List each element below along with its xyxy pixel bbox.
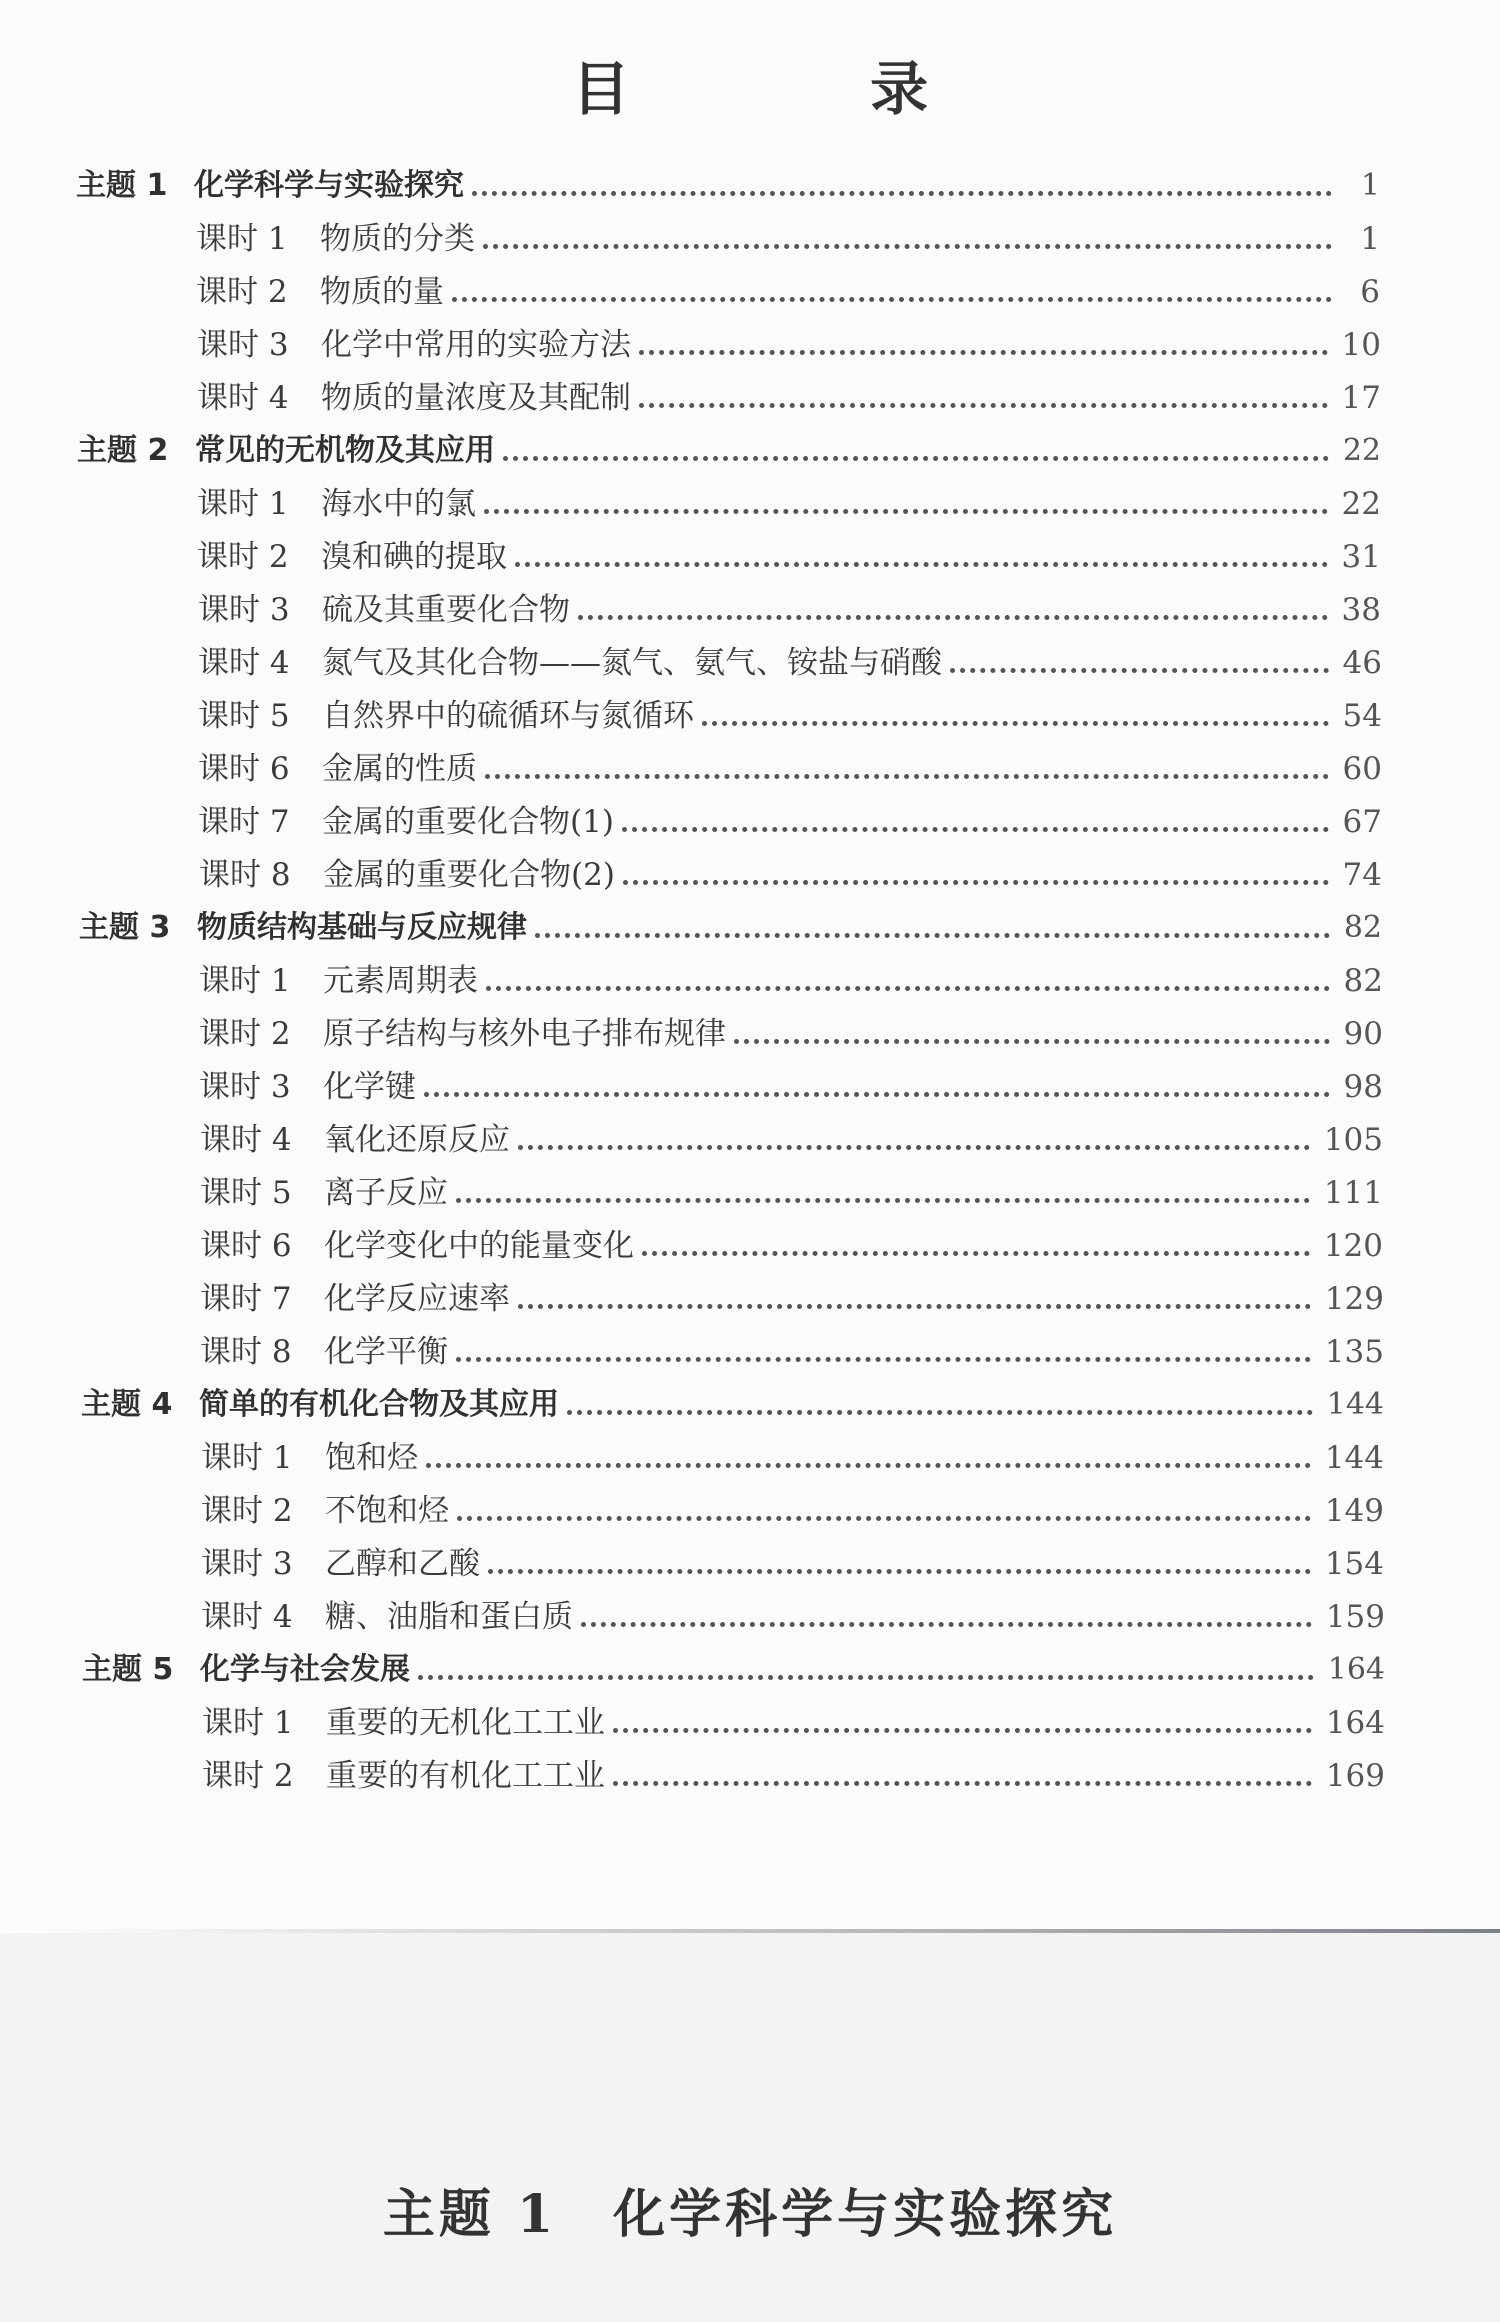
dot-leader — [483, 244, 1332, 249]
toc-entry-title: 物质结构基础与反应规律 — [197, 910, 527, 945]
toc-page-number: 154 — [1324, 1546, 1384, 1582]
toc-topic[interactable] — [77, 427, 1381, 471]
toc-page-number: 1 — [1360, 221, 1380, 257]
dot-leader — [456, 1357, 1311, 1362]
toc-lesson[interactable] — [200, 1222, 1383, 1266]
toc-lesson[interactable] — [197, 374, 1381, 418]
dot-leader — [452, 297, 1332, 302]
toc-page-number: 90 — [1343, 1016, 1383, 1052]
dot-leader — [418, 1675, 1314, 1680]
toc-page-number: 82 — [1343, 910, 1382, 945]
toc-lesson[interactable] — [197, 533, 1381, 577]
dot-leader — [581, 1622, 1312, 1627]
toc-page-number: 105 — [1323, 1122, 1383, 1158]
toc-entry-tag: 课时 4 — [197, 380, 289, 416]
toc-entry-tag: 课时 8 — [200, 1334, 292, 1370]
toc-entry-title: 金属的重要化合物(1) — [322, 804, 614, 840]
toc-entry-title: 离子反应 — [324, 1175, 448, 1211]
toc-page-number: 1 — [1360, 168, 1380, 203]
toc-entry-tag: 课时 7 — [200, 1281, 292, 1317]
dot-leader — [639, 403, 1328, 408]
toc-page-number: 10 — [1341, 327, 1381, 363]
toc-entry-title: 化学与社会发展 — [200, 1652, 410, 1687]
toc-entry-title: 原子结构与核外电子排布规律 — [323, 1016, 726, 1052]
toc-page-number: 22 — [1342, 433, 1381, 468]
toc-entry-title: 自然界中的硫循环与氮循环 — [322, 698, 694, 734]
toc-lesson[interactable] — [199, 957, 1383, 1001]
dot-leader — [950, 668, 1329, 673]
toc-entry-title: 化学变化中的能量变化 — [324, 1228, 634, 1264]
toc-entry-title: 溴和碘的提取 — [321, 539, 507, 575]
toc-lesson[interactable] — [200, 1116, 1383, 1160]
toc-lesson[interactable] — [199, 1010, 1383, 1054]
toc-entry-tag: 课时 1 — [199, 963, 291, 999]
dot-leader — [518, 1304, 1311, 1309]
next-page — [0, 1933, 1500, 2322]
toc-entry-tag: 课时 5 — [198, 698, 290, 734]
toc-lesson[interactable] — [196, 268, 1380, 312]
toc-entry-title: 重要的有机化工工业 — [326, 1758, 605, 1794]
dot-leader — [485, 774, 1329, 779]
toc-page-number: 159 — [1325, 1599, 1385, 1635]
dot-leader — [622, 827, 1329, 832]
toc-page-number: 169 — [1325, 1758, 1385, 1794]
toc-entry-title: 常见的无机物及其应用 — [195, 433, 495, 468]
toc-topic[interactable] — [81, 1381, 1384, 1425]
toc-lesson[interactable] — [200, 1275, 1384, 1319]
toc-lesson[interactable] — [198, 639, 1382, 683]
toc-entry-tag: 课时 6 — [198, 751, 290, 787]
toc-entry-tag: 课时 3 — [199, 1069, 291, 1105]
toc-entry-title: 硫及其重要化合物 — [322, 592, 570, 628]
toc-lesson[interactable] — [196, 215, 1380, 259]
toc-page-number: 54 — [1342, 698, 1382, 734]
toc-page-number: 164 — [1327, 1652, 1385, 1687]
toc-page-number: 129 — [1324, 1281, 1384, 1317]
toc-entry-title: 乙醇和乙酸 — [325, 1546, 480, 1582]
toc-entry-title: 化学平衡 — [324, 1334, 448, 1370]
dot-leader — [623, 880, 1329, 885]
toc-page-number: 46 — [1342, 645, 1382, 681]
toc-entry-title: 不饱和烃 — [325, 1493, 449, 1529]
toc-page-number: 6 — [1360, 274, 1380, 310]
toc-page-number: 144 — [1324, 1440, 1384, 1476]
toc-lesson[interactable] — [200, 1169, 1383, 1213]
dot-leader — [484, 509, 1328, 514]
toc-entry-title: 氮气及其化合物——氮气、氨气、铵盐与硝酸 — [322, 645, 942, 681]
toc-entry-tag: 课时 2 — [199, 1016, 291, 1052]
dot-leader — [535, 933, 1330, 938]
toc-lesson[interactable] — [197, 480, 1381, 524]
page-title: 目 录 — [571, 55, 1039, 123]
dot-leader — [424, 1092, 1330, 1097]
toc-lesson[interactable] — [201, 1434, 1384, 1478]
toc-page-number: 164 — [1325, 1705, 1385, 1741]
toc-entry-title: 化学科学与实验探究 — [194, 168, 464, 203]
toc-entry-tag: 课时 4 — [200, 1122, 292, 1158]
toc-entry-title: 化学反应速率 — [324, 1281, 510, 1317]
toc-page-number: 120 — [1323, 1228, 1383, 1264]
dot-leader — [567, 1410, 1313, 1415]
toc-page-number: 74 — [1342, 857, 1382, 893]
toc-entry-title: 物质的量浓度及其配制 — [321, 380, 631, 416]
toc-entry-tag: 课时 7 — [198, 804, 290, 840]
toc-entry-tag: 课时 8 — [199, 857, 291, 893]
toc-entry-tag: 课时 2 — [196, 274, 288, 310]
toc-entry-tag: 课时 1 — [197, 486, 289, 522]
toc-lesson[interactable] — [201, 1487, 1384, 1531]
toc-entry-tag: 主题 2 — [77, 433, 169, 468]
toc-entry-tag: 课时 1 — [202, 1705, 294, 1741]
toc-page-number: 31 — [1341, 539, 1381, 575]
toc-page-number: 149 — [1324, 1493, 1384, 1529]
toc-entry-title: 物质的分类 — [320, 221, 475, 257]
toc-entry-tag: 课时 1 — [201, 1440, 293, 1476]
toc-page-number: 111 — [1323, 1175, 1383, 1211]
toc-entry-title: 金属的重要化合物(2) — [323, 857, 615, 893]
toc-page-number: 98 — [1343, 1069, 1383, 1105]
toc-lesson[interactable] — [202, 1752, 1385, 1796]
toc-lesson[interactable] — [198, 586, 1381, 630]
dot-leader — [503, 456, 1329, 461]
toc-topic[interactable] — [79, 904, 1382, 948]
toc-page-number: 38 — [1341, 592, 1381, 628]
toc-entry-tag: 课时 1 — [196, 221, 288, 257]
toc-entry-title: 糖、油脂和蛋白质 — [325, 1599, 573, 1635]
toc-entry-title: 元素周期表 — [323, 963, 478, 999]
toc-entry-title: 物质的量 — [320, 274, 444, 310]
toc-lesson[interactable] — [198, 692, 1382, 736]
dot-leader — [472, 191, 1332, 196]
toc-entry-title: 化学键 — [323, 1069, 416, 1105]
toc-entry-title: 金属的性质 — [322, 751, 477, 787]
toc-entry-tag: 课时 6 — [200, 1228, 292, 1264]
dot-leader — [486, 986, 1330, 991]
toc-lesson[interactable] — [201, 1540, 1384, 1584]
toc-lesson[interactable] — [197, 321, 1381, 365]
toc-entry-tag: 主题 3 — [79, 910, 171, 945]
dot-leader — [515, 562, 1328, 567]
toc-page-number: 67 — [1342, 804, 1382, 840]
toc-entry-tag: 课时 3 — [198, 592, 290, 628]
dot-leader — [642, 1251, 1310, 1256]
toc-page-number: 60 — [1342, 751, 1382, 787]
toc-lesson[interactable] — [201, 1593, 1385, 1637]
toc-lesson[interactable] — [198, 798, 1382, 842]
dot-leader — [456, 1198, 1310, 1203]
toc-entry-tag: 课时 2 — [197, 539, 289, 575]
dot-leader — [457, 1516, 1311, 1521]
toc-entry-title: 海水中的氯 — [321, 486, 476, 522]
dot-leader — [613, 1728, 1312, 1733]
dot-leader — [702, 721, 1329, 726]
toc-entry-tag: 主题 1 — [76, 168, 168, 203]
toc-entry-tag: 课时 3 — [197, 327, 289, 363]
toc-topic[interactable] — [76, 162, 1380, 206]
toc-entry-title: 重要的无机化工工业 — [326, 1705, 605, 1741]
toc-entry-tag: 课时 2 — [202, 1758, 294, 1794]
toc-page-number: 17 — [1341, 380, 1381, 416]
toc-entry-title: 化学中常用的实验方法 — [321, 327, 631, 363]
toc-entry-title: 饱和烃 — [325, 1440, 418, 1476]
dot-leader — [613, 1781, 1312, 1786]
toc-lesson[interactable] — [198, 745, 1382, 789]
chapter-title: 化学科学与实验探究 — [613, 2184, 1118, 2245]
toc-entry-tag: 主题 4 — [81, 1387, 173, 1422]
chapter-tag: 主题 1 — [382, 2184, 558, 2245]
toc-entry-tag: 课时 5 — [200, 1175, 292, 1211]
toc-entry-tag: 课时 2 — [201, 1493, 293, 1529]
dot-leader — [639, 350, 1328, 355]
dot-leader — [518, 1145, 1310, 1150]
toc-lesson[interactable] — [202, 1699, 1385, 1743]
toc-page-number: 144 — [1326, 1387, 1384, 1422]
toc-lesson[interactable] — [199, 851, 1382, 895]
dot-leader — [488, 1569, 1311, 1574]
dot-leader — [734, 1039, 1330, 1044]
toc-lesson[interactable] — [199, 1063, 1383, 1107]
toc-entry-tag: 课时 4 — [198, 645, 290, 681]
toc-page-number: 82 — [1343, 963, 1383, 999]
chapter-heading — [0, 2172, 1500, 2247]
dot-leader — [426, 1463, 1311, 1468]
toc-entry-title: 简单的有机化合物及其应用 — [199, 1387, 559, 1422]
toc-entry-tag: 课时 3 — [201, 1546, 293, 1582]
toc-lesson[interactable] — [200, 1328, 1384, 1372]
toc-page-number: 22 — [1341, 486, 1381, 522]
dot-leader — [578, 615, 1328, 620]
toc-entry-tag: 主题 5 — [82, 1652, 174, 1687]
toc-page-number: 135 — [1324, 1334, 1384, 1370]
toc-topic[interactable] — [82, 1646, 1385, 1690]
toc-entry-title: 氧化还原反应 — [324, 1122, 510, 1158]
toc-entry-tag: 课时 4 — [201, 1599, 293, 1635]
